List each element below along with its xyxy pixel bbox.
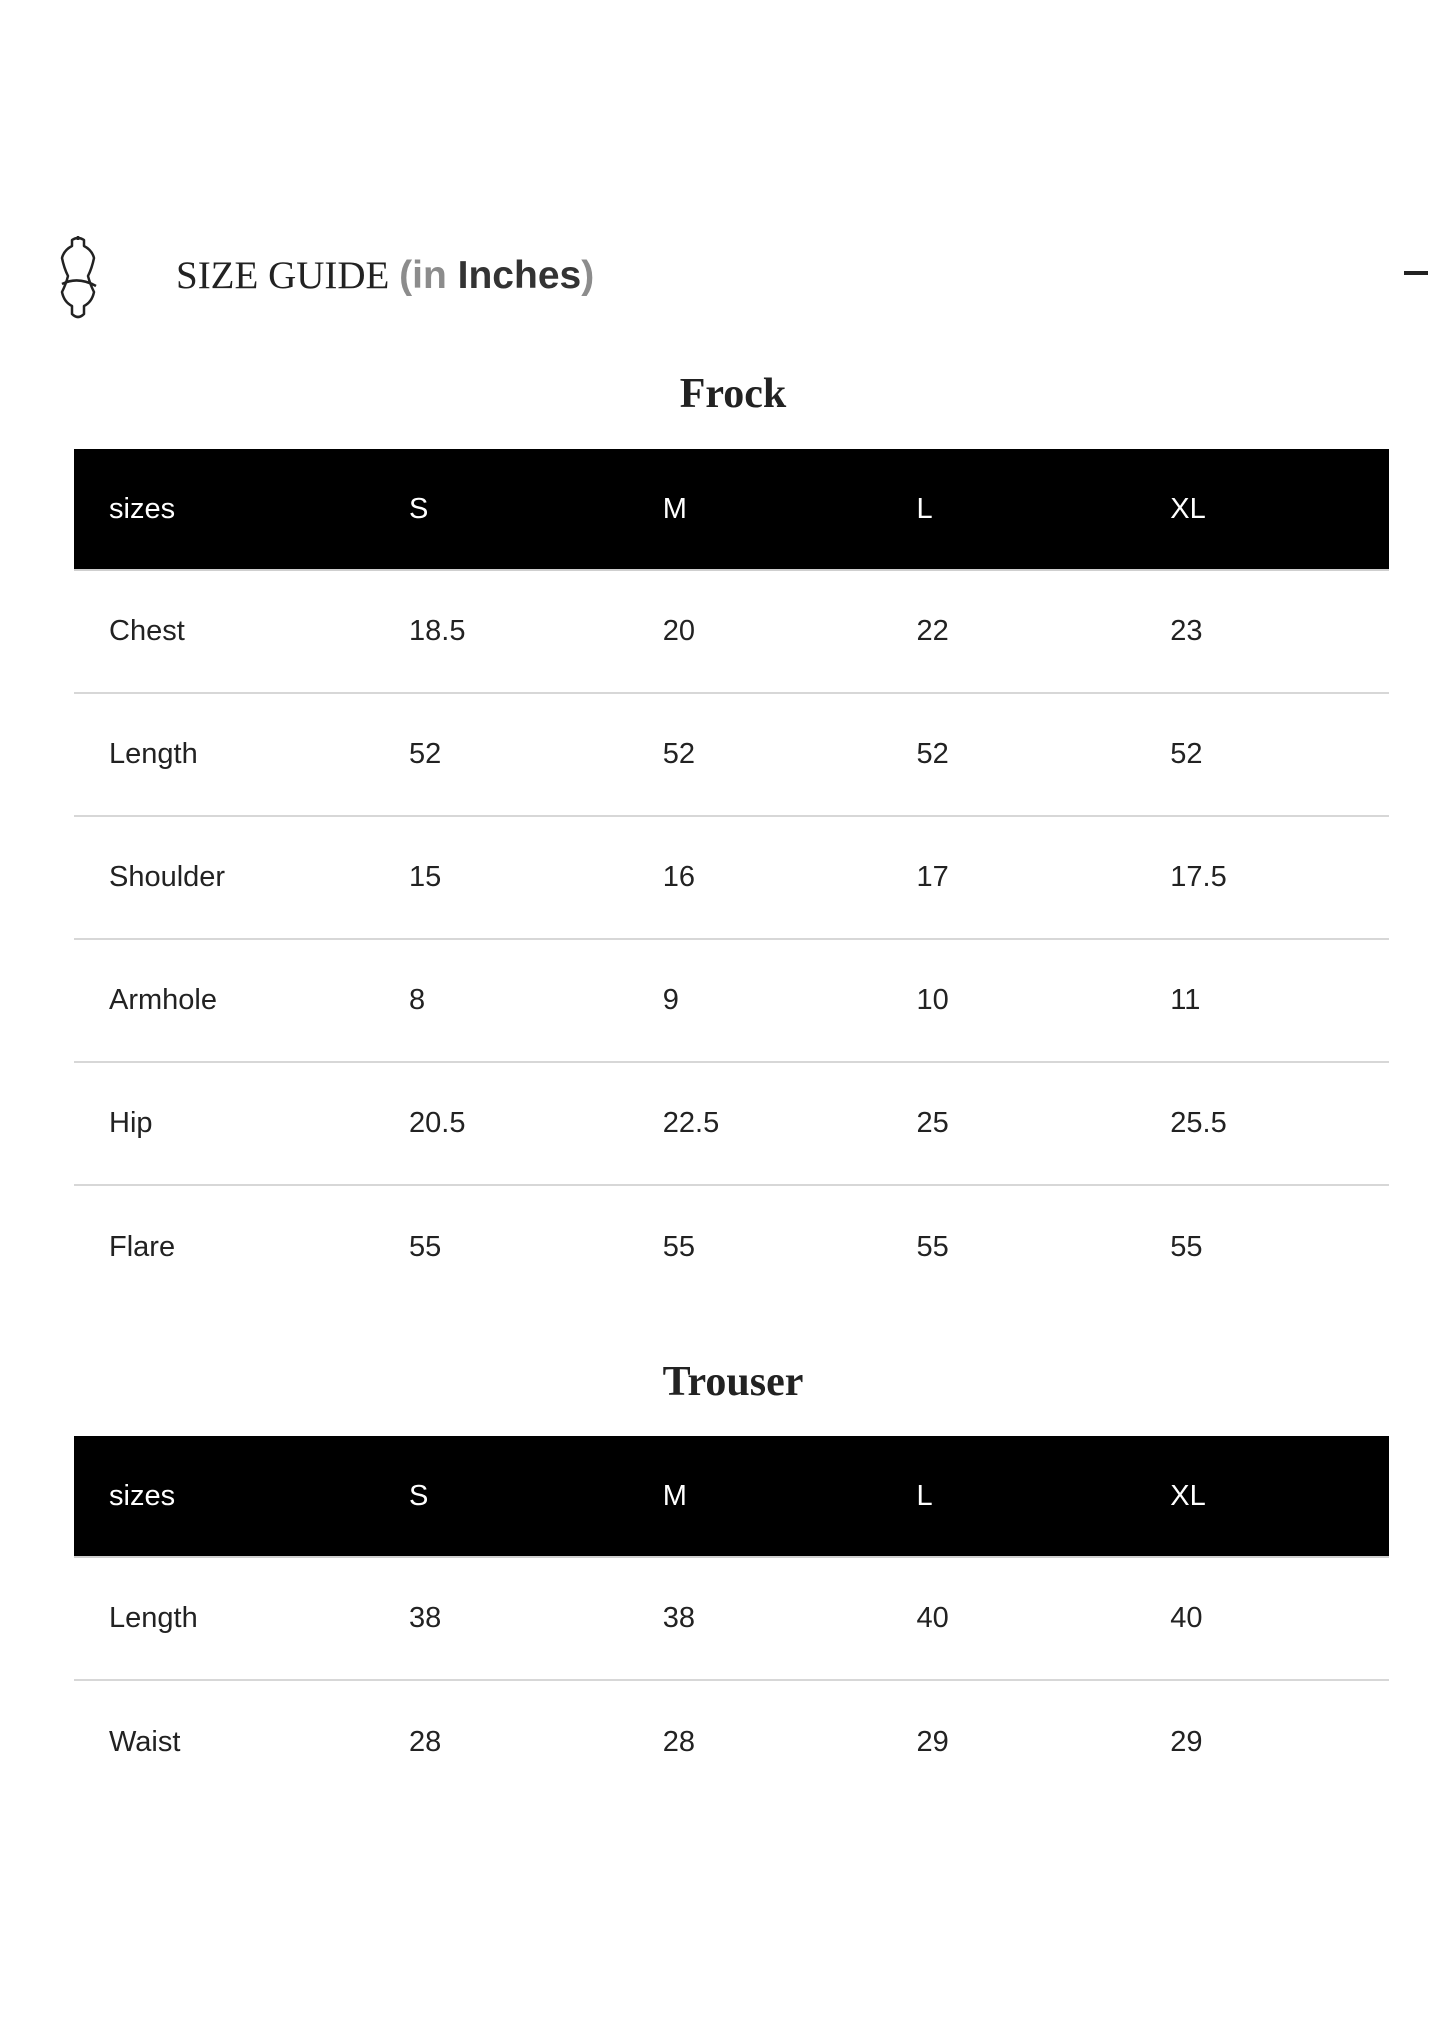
cell-value: 23 bbox=[1135, 570, 1389, 693]
table-row bbox=[74, 1557, 1389, 1680]
cell-value: 18.5 bbox=[374, 570, 628, 693]
cell-value: 55 bbox=[1170, 1230, 1203, 1263]
row-label: Length bbox=[74, 1557, 374, 1680]
title-unit-prefix: in bbox=[412, 254, 447, 297]
frock-section-title: Frock bbox=[679, 371, 787, 417]
cell-value: 40 bbox=[1135, 1557, 1389, 1680]
cell-value: 20 bbox=[628, 570, 882, 693]
size-guide-header[interactable] bbox=[0, 232, 1445, 322]
cell-value: 17.5 bbox=[1135, 816, 1389, 939]
cell-value: 38 bbox=[374, 1557, 628, 1680]
header-cell-xl: XL bbox=[1135, 1436, 1389, 1557]
title-unit-word: Inches bbox=[446, 254, 582, 297]
cell-value: 29 bbox=[1170, 1725, 1203, 1758]
cell-value: 10 bbox=[882, 939, 1136, 1062]
mannequin-icon bbox=[52, 236, 104, 322]
header-cell-s: S bbox=[374, 1436, 628, 1557]
trouser-section-title: Trouser bbox=[662, 1359, 804, 1405]
frock-size-table bbox=[74, 449, 1389, 1308]
cell-value: 55 bbox=[409, 1230, 442, 1263]
size-guide-title bbox=[176, 250, 594, 302]
cell-value: 52 bbox=[882, 693, 1136, 816]
table-row bbox=[74, 1062, 1389, 1185]
row-label: Waist bbox=[109, 1725, 181, 1758]
cell-value: 52 bbox=[628, 693, 882, 816]
table-header-row bbox=[74, 1436, 1389, 1557]
header-cell-m: M bbox=[628, 449, 882, 570]
row-label: Shoulder bbox=[74, 816, 374, 939]
header-cell-sizes: sizes bbox=[74, 1436, 374, 1557]
cell-value: 20.5 bbox=[374, 1062, 628, 1185]
title-main: SIZE GUIDE bbox=[176, 254, 400, 297]
trouser-size-table bbox=[74, 1436, 1389, 1803]
row-label: Hip bbox=[74, 1062, 374, 1185]
header-cell-m: M bbox=[628, 1436, 882, 1557]
cell-value: 22 bbox=[882, 570, 1136, 693]
header-cell-sizes: sizes bbox=[74, 449, 374, 570]
row-label: Length bbox=[74, 693, 374, 816]
header-cell-xl: XL bbox=[1135, 449, 1389, 570]
title-paren-open: ( bbox=[399, 254, 413, 297]
cell-value: 25 bbox=[882, 1062, 1136, 1185]
cell-value: 55 bbox=[662, 1230, 696, 1263]
row-label: Chest bbox=[74, 570, 374, 693]
title-paren-close: ) bbox=[581, 254, 595, 297]
cell-value: 28 bbox=[409, 1725, 442, 1758]
cell-value: 11 bbox=[1135, 939, 1389, 1062]
header-cell-l: L bbox=[882, 449, 1136, 570]
cell-value: 9 bbox=[628, 939, 882, 1062]
cell-value: 52 bbox=[1135, 693, 1389, 816]
cell-value: 17 bbox=[882, 816, 1136, 939]
cell-value: 55 bbox=[916, 1230, 949, 1263]
cell-value: 28 bbox=[662, 1725, 696, 1758]
row-label: Flare bbox=[109, 1230, 176, 1263]
cell-value: 52 bbox=[374, 693, 628, 816]
table-row bbox=[74, 1680, 1389, 1803]
header-cell-l: L bbox=[882, 1436, 1136, 1557]
table-header-row bbox=[74, 449, 1389, 570]
table-row bbox=[74, 570, 1389, 693]
table-row bbox=[74, 693, 1389, 816]
table-row bbox=[74, 1185, 1389, 1308]
cell-value: 29 bbox=[916, 1725, 949, 1758]
cell-value: 40 bbox=[882, 1557, 1136, 1680]
cell-value: 38 bbox=[628, 1557, 882, 1680]
cell-value: 22.5 bbox=[628, 1062, 882, 1185]
cell-value: 16 bbox=[628, 816, 882, 939]
cell-value: 8 bbox=[374, 939, 628, 1062]
row-label: Armhole bbox=[74, 939, 374, 1062]
table-row bbox=[74, 939, 1389, 1062]
header-cell-s: S bbox=[374, 449, 628, 570]
cell-value: 15 bbox=[374, 816, 628, 939]
cell-value: 25.5 bbox=[1135, 1062, 1389, 1185]
collapse-minus-icon[interactable] bbox=[1404, 260, 1430, 286]
table-row bbox=[74, 816, 1389, 939]
